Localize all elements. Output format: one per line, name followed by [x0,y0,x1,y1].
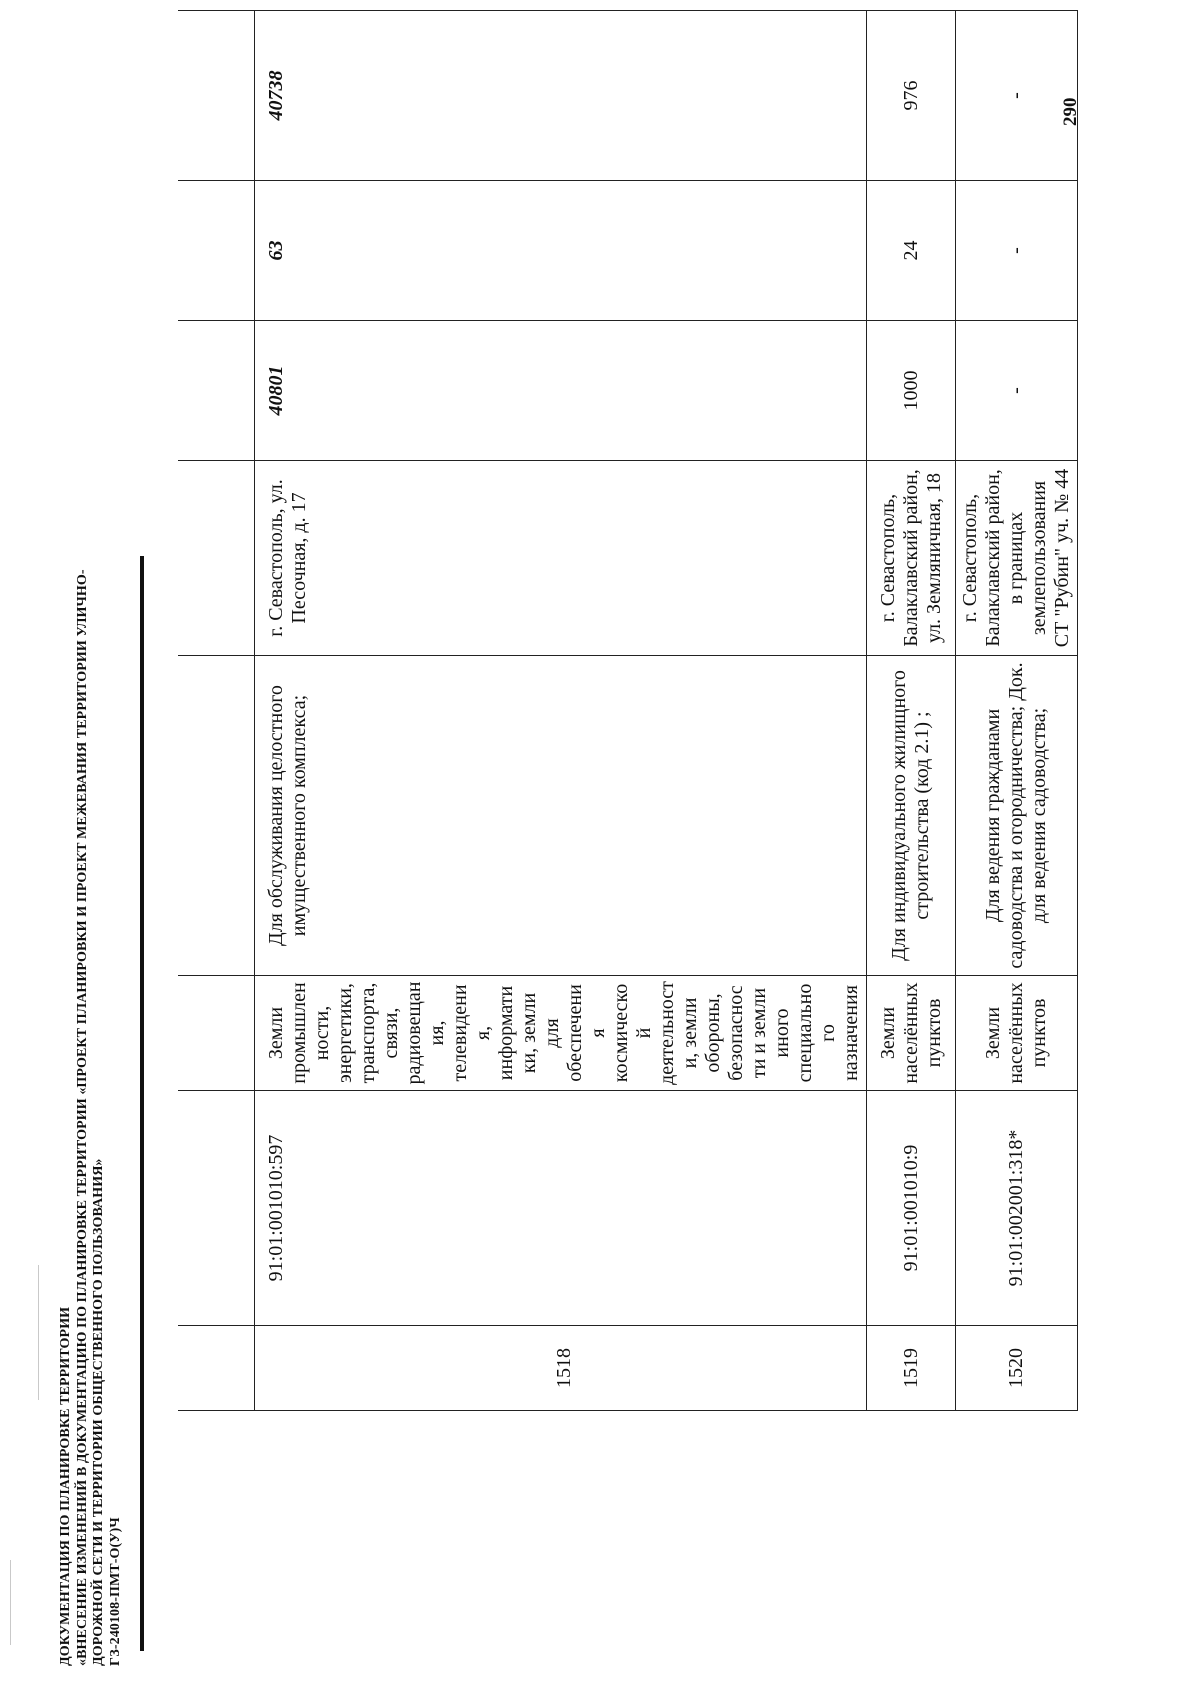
header-rule [140,556,144,1651]
row-number: 1519 [867,1326,956,1411]
table-row [867,11,956,1411]
land-category: Земли населённых пунктов [956,976,1078,1091]
area-after-value: - [956,11,1078,181]
land-category: Земли населённых пунктов [867,976,956,1091]
table-cell [178,1091,255,1326]
area-value: - [956,321,1078,461]
document-header [58,26,124,1666]
table-row [255,11,867,1411]
header-line-3: ДОРОЖНОЙ СЕТИ И ТЕРРИТОРИИ ОБЩЕСТВЕННОГО ПОЛЬЗОВАНИЯ» [91,1158,106,1666]
address: г. Севастополь, Балаклавский район, в границах землепользования СТ "Рубин" уч. № 44 [956,461,1078,656]
address: г. Севастополь, ул. Песочная, д. 17 [255,461,867,656]
cadastral-number: 91:01:001010:597 [255,1091,867,1326]
table-row [956,11,1078,1411]
deviation-value: 24 [867,181,956,321]
deviation-value: - [956,181,1078,321]
area-value: 40801 [255,321,867,461]
area-value: 1000 [867,321,956,461]
table-cell [178,1326,255,1411]
address: г. Севастополь, Балаклавский район, ул. Земляничная, 18 [867,461,956,656]
land-plots-table [178,10,1078,1411]
row-number: 1520 [956,1326,1078,1411]
land-category: Земли промышлен ности, энергетики, транспорта, связи, радиовещан ия, телевидени я, информати ки, земли для обеспечени я космическо й деятельност и, земли обороны, безопаснос ти и земли иного специально го назначения [255,976,867,1091]
table-row-continuation [178,11,255,1411]
header-line-2: «ВНЕСЕНИЕ ИЗМЕНЕНИЙ В ДОКУМЕНТАЦИЮ ПО ПЛАНИРОВКЕ ТЕРРИТОРИИ «ПРОЕКТ ПЛАНИРОВКИ И ПРОЕКТ МЕЖЕВАНИЯ ТЕРРИТОРИИ УЛИЧНО- [74,569,90,1666]
deviation-value: 63 [255,181,867,321]
page-number: 290 [1060,97,1081,126]
permitted-use: Для обслуживания целостного имущественного комплекса; [255,656,867,976]
table-cell [178,976,255,1091]
permitted-use: Для индивидуального жилищного строительства (код 2.1) ; [867,656,956,976]
header-line-1: ДОКУМЕНТАЦИЯ ПО ПЛАНИРОВКЕ ТЕРРИТОРИИ [58,1306,73,1666]
table-cell [178,11,255,181]
table-cell [178,656,255,976]
area-after-value: 40738 [255,11,867,181]
cadastral-number: 91:01:001010:9 [867,1091,956,1326]
table-cell [178,461,255,656]
cadastral-number: 91:01:002001:318* [956,1091,1078,1326]
area-after-value: 976 [867,11,956,181]
permitted-use: Для ведения гражданами садоводства и огородничества; Док. для ведения садоводства; [956,656,1078,976]
table-cell [178,181,255,321]
header-line-4: ГЗ-240108-ПМТ-О(У)Ч [107,1517,123,1666]
row-number: 1518 [255,1326,867,1411]
table-cell [178,321,255,461]
